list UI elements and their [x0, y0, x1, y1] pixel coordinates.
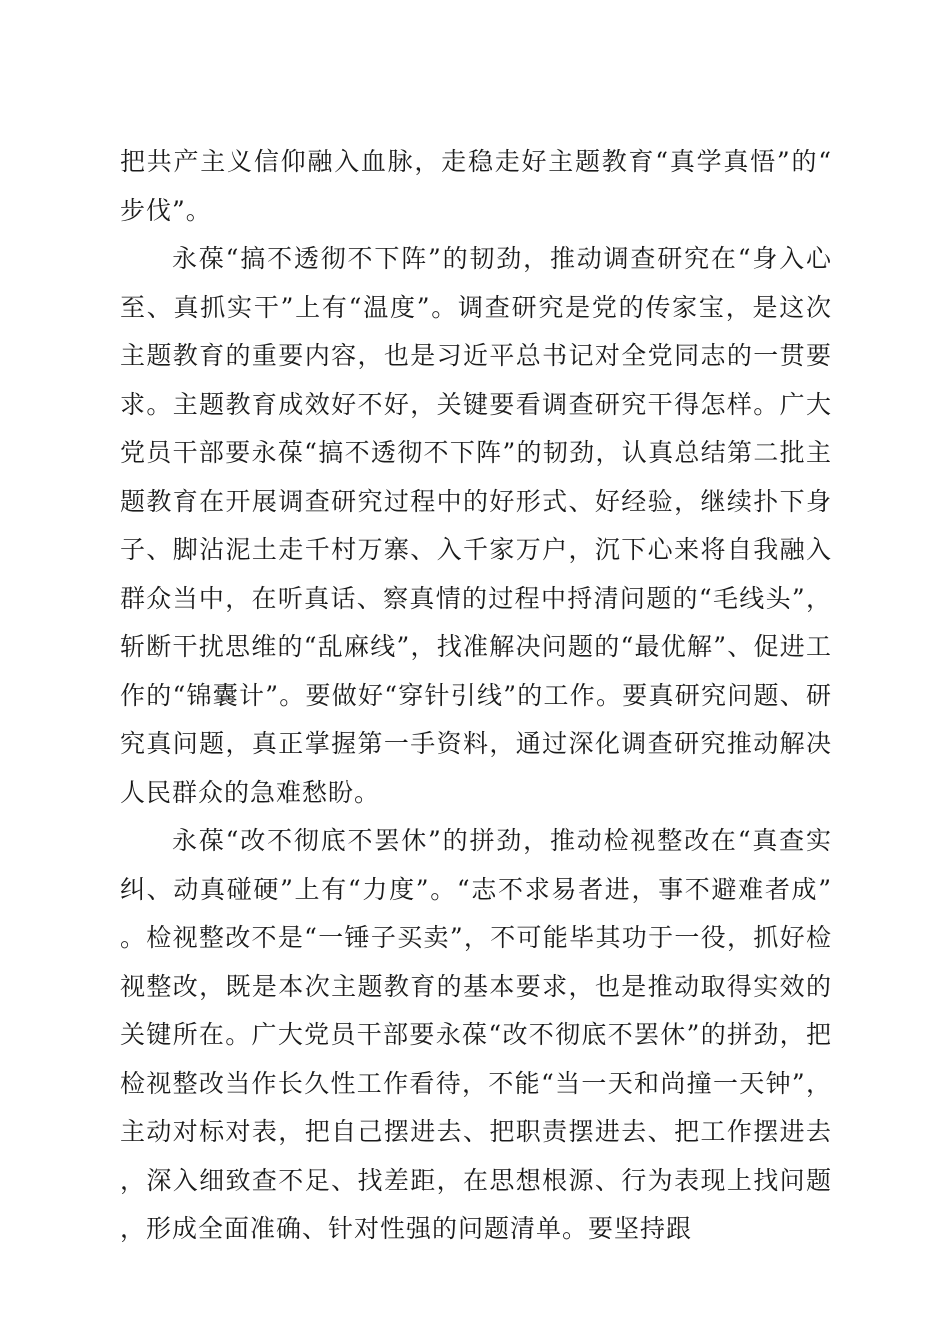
paragraph-continuation: 把共产主义信仰融入血脉，走稳走好主题教育“真学真悟”的“步伐”。 [120, 147, 832, 225]
paragraph-inspection-rectification: 永葆“改不彻底不罢休”的拼劲，推动检视整改在“真查实纠、动真碰硬”上有“力度”。“志不求易者进，事不避难者成”。检视整改不是“一锤子买卖”，不可能毕其功于一役，抓好检视整改，既是本次主题教育的基本要求，也是推动取得实效的关键所在。广大党员干部要永葆“改不彻底不罢休”的拼劲，把检视整改当作长久性工作看待，不能“当一天和尚撞一天钟”，主动对标对表，把自己摆进去、把职责摆进去、把工作摆进去，深入细致查不足、找差距，在思想根源、行为表现上找问题，形成全面准确、针对性强的问题清单。要坚持跟 [120, 826, 832, 1243]
paragraph-survey-research: 永葆“搞不透彻不下阵”的韧劲，推动调查研究在“身入心至、真抓实干”上有“温度”。调查研究是党的传家宝，是这次主题教育的重要内容，也是习近平总书记对全党同志的一贯要求。主题教育成效好不好，关键要看调查研究干得怎样。广大党员干部要永葆“搞不透彻不下阵”的韧劲，认真总结第二批主题教育在开展调查研究过程中的好形式、好经验，继续扑下身子、脚沾泥土走千村万寨、入千家万户，沉下心来将自我融入群众当中，在听真话、察真情的过程中捋清问题的“毛线头”，斩断干扰思维的“乱麻线”，找准解决问题的“最优解”、促进工作的“锦囊计”。要做好“穿针引线”的工作。要真研究问题、研究真问题，真正掌握第一手资料，通过深化调查研究推动解决人民群众的急难愁盼。 [120, 244, 832, 807]
document-body [120, 138, 832, 1254]
